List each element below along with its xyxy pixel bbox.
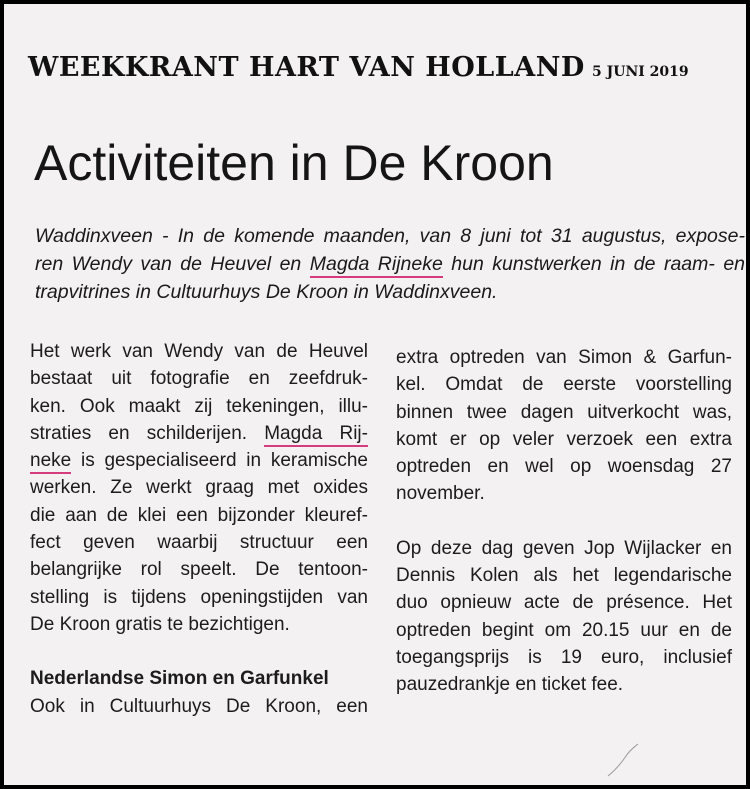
lead-line	[35, 250, 745, 278]
lead-text: ren Wendy van de Heuvel en	[35, 253, 310, 275]
body-line: kel. Omdat de eerste voorstelling	[396, 374, 732, 396]
body-line: optreden begint om 20.15 uur en de	[396, 619, 732, 641]
lead-line: trapvitrines in Cultuurhuys De Kroon in Waddinxveen.	[35, 281, 498, 303]
body-line: Ook in Cultuurhuys De Kroon, een	[30, 695, 368, 717]
body-line: belangrijke rol speelt. De tentoon-	[30, 559, 368, 581]
body-line: fect geven waarbij structuur een	[30, 532, 368, 554]
lead-text: hun kunstwerken in de raam- en	[442, 253, 746, 275]
left-column	[30, 338, 368, 720]
body-text: is gespecialiseerd in keramische	[71, 450, 368, 472]
body-line: ken. Ook maakt zij tekeningen, illu-	[30, 395, 368, 417]
highlighted-name: Magda Rijneke	[310, 253, 443, 278]
publication-date: 5 JUNI 2019	[592, 64, 689, 80]
lead-line: Waddinxveen - In de komende maanden, van 8 juni tot 31 augustus, expose-	[35, 225, 745, 247]
article-subheading: Nederlandse Simon en Garfunkel	[30, 668, 329, 690]
body-line: duo opnieuw acte de présence. Het	[396, 592, 732, 614]
body-line: bestaat uit fotografie en zeefdruk-	[30, 368, 368, 390]
body-line: komt er op veler verzoek een extra	[396, 428, 732, 450]
body-line: werken. Ze werkt graag met oxides	[30, 477, 368, 499]
right-column	[396, 344, 732, 699]
body-line: pauzedrankje en ticket fee.	[396, 674, 624, 696]
body-line: november.	[396, 483, 485, 505]
newspaper-masthead: WEEKKRANT HART VAN HOLLAND	[28, 52, 585, 83]
body-text: straties en schilderijen.	[30, 422, 265, 444]
body-line: optreden en wel op woensdag 27	[396, 456, 732, 478]
body-line: Op deze dag geven Jop Wijlacker en	[396, 537, 732, 559]
body-line: stelling is tijdens openingstijden van	[30, 586, 368, 608]
newspaper-clipping	[4, 4, 746, 785]
body-line: De Kroon gratis te bezichtigen.	[30, 613, 290, 635]
highlighted-name: neke	[30, 450, 71, 474]
article-headline: Activiteiten in De Kroon	[34, 135, 554, 191]
body-line: die aan de klei een bijzonder kleuref-	[30, 504, 368, 526]
article-lead	[35, 222, 745, 306]
body-line: Dennis Kolen als het legendarische	[396, 565, 732, 587]
body-line	[30, 420, 368, 447]
highlighted-name: Magda Rij-	[264, 423, 368, 447]
body-line: extra optreden van Simon & Garfun-	[396, 347, 732, 368]
body-line: toegangsprijs is 19 euro, inclusief	[396, 646, 732, 668]
paragraph-gap	[30, 638, 368, 665]
paragraph-gap	[396, 508, 732, 535]
pen-scribble-mark	[604, 740, 644, 780]
body-line: Het werk van Wendy van de Heuvel	[30, 341, 368, 362]
body-line	[30, 447, 368, 474]
body-line: binnen twee dagen uitverkocht was,	[396, 401, 732, 423]
